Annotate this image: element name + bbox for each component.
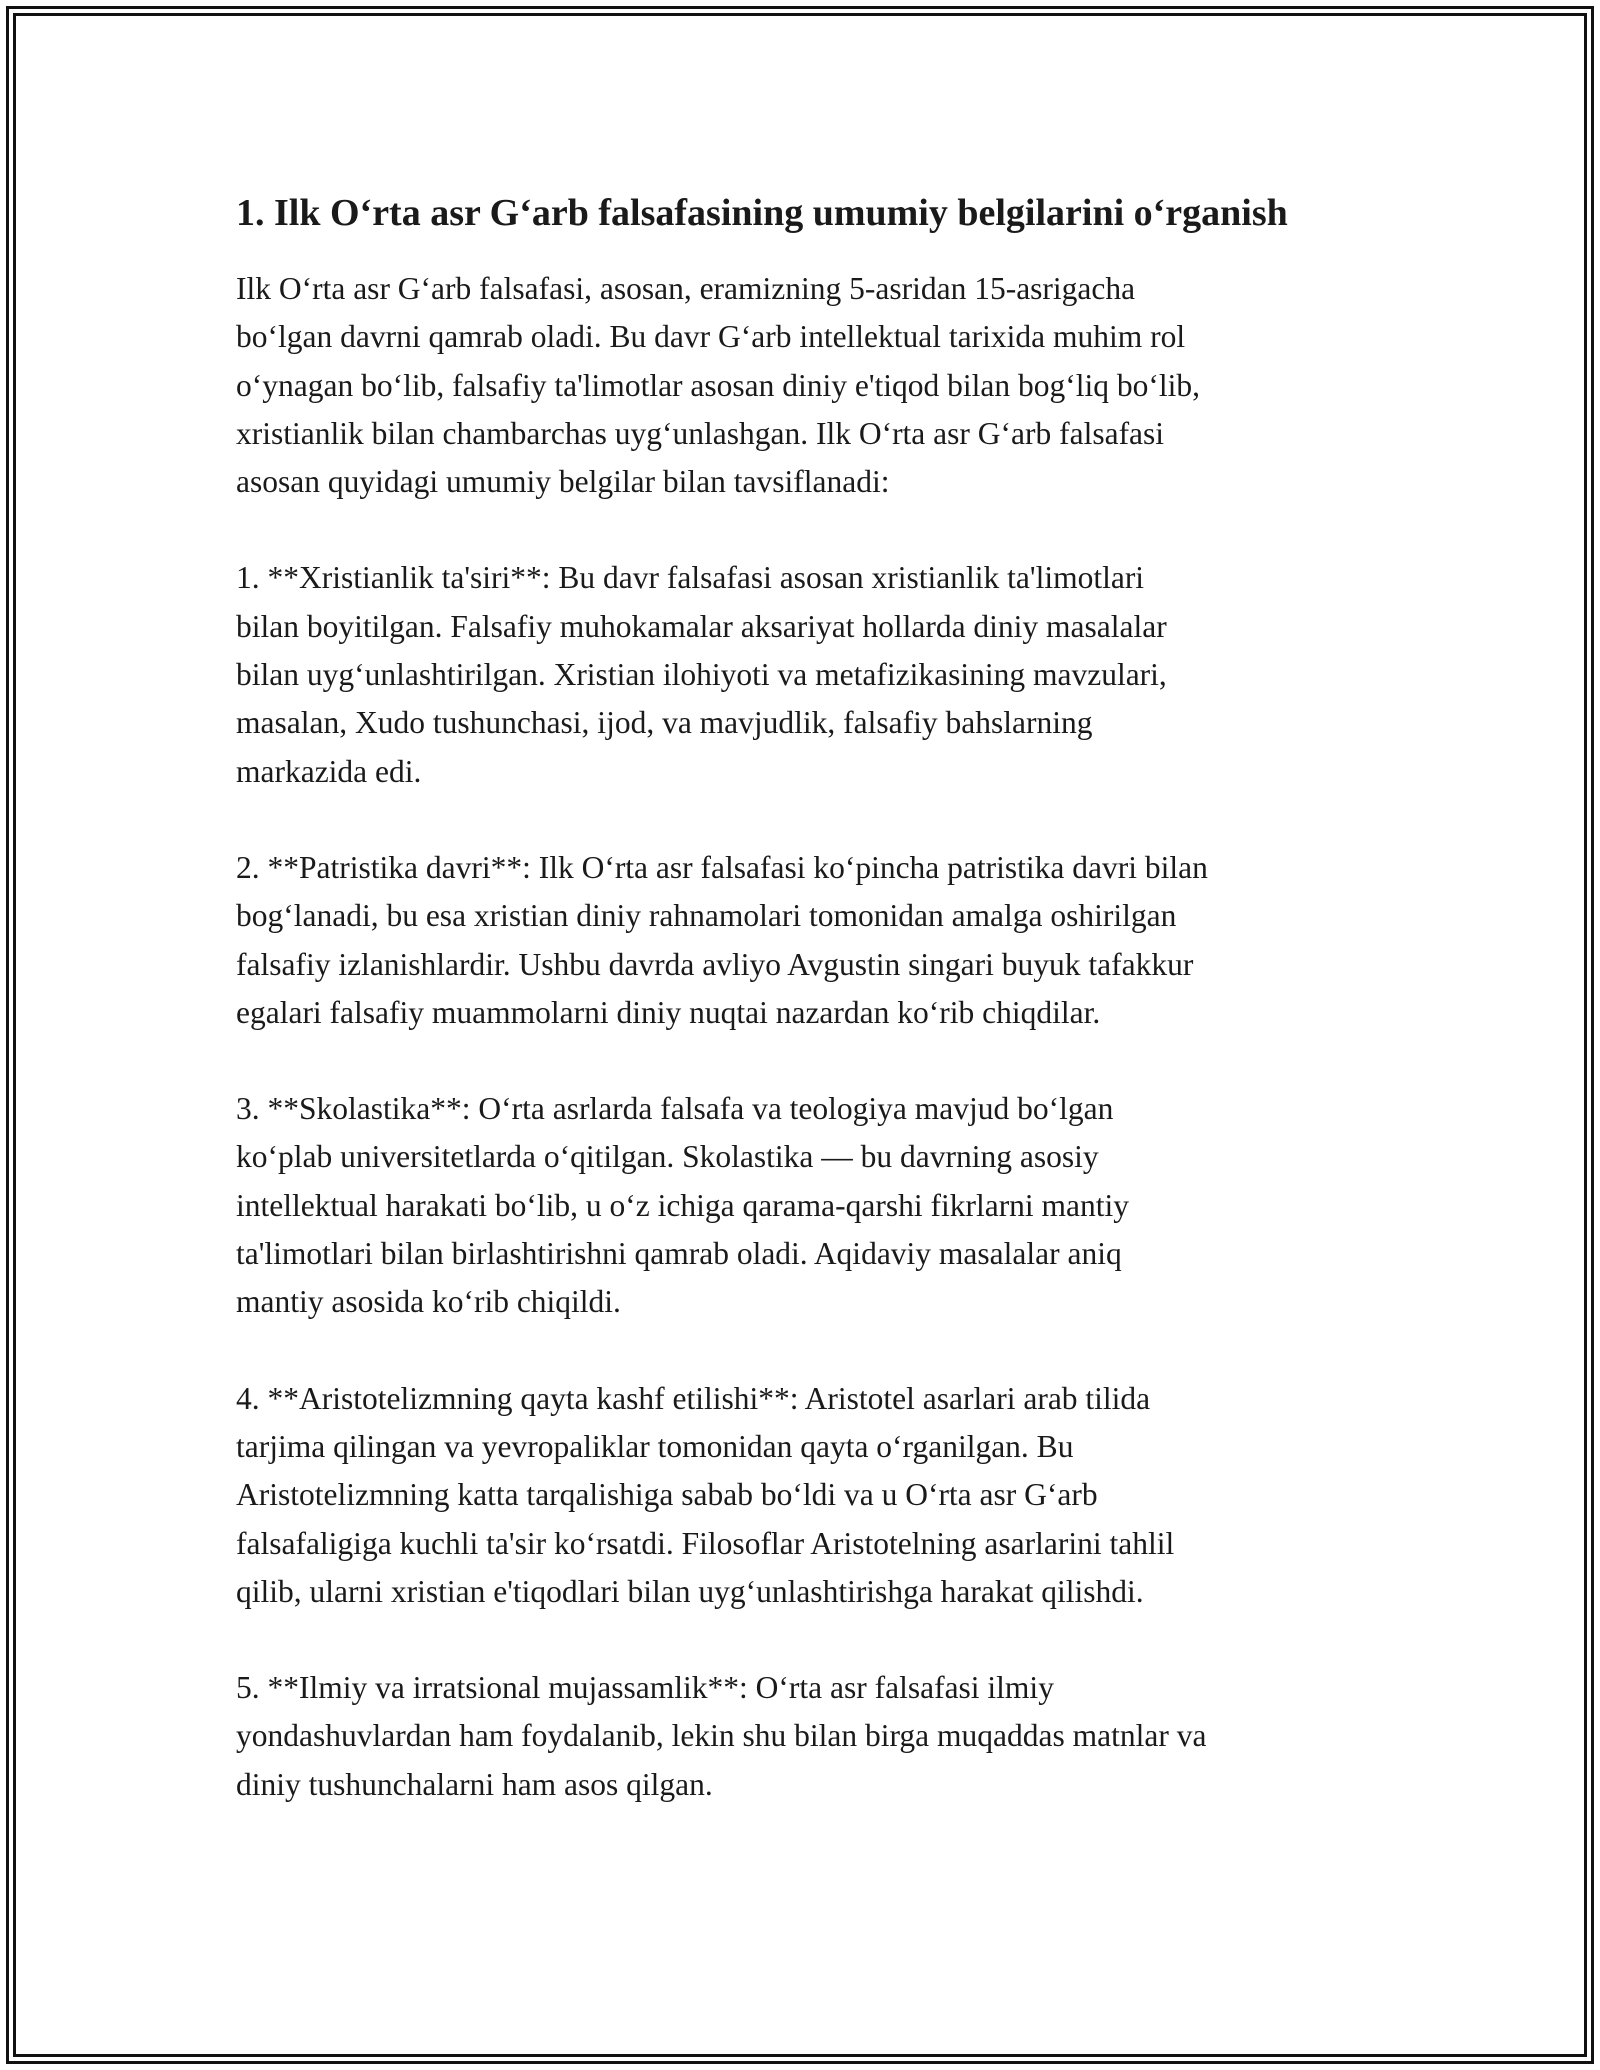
intro-paragraph: Ilk O‘rta asr G‘arb falsafasi, asosan, eramizning 5-asridan 15-asrigacha bo‘lgan davrni qamrab oladi. Bu davr G‘arb intellektual tarixida muhim rol o‘ynagan bo‘lib, falsafiy ta'limotlar asosan diniy e'tiqod bilan bog‘liq bo‘lib, xristianlik bilan chambarchas uyg‘unlashgan. Ilk O‘rta asr G‘arb falsafasi asosan quyidagi umumiy belgilar bilan tavsiflanadi: bbox=[236, 271, 1201, 500]
point-3-paragraph: 3. **Skolastika**: O‘rta asrlarda falsafa va teologiya mavjud bo‘lgan ko‘plab universitetlarda o‘qitilgan. Skolastika — bu davrning asosiy intellektual harakati bo‘lib, u o‘z ichiga qarama-qarshi fikrlarni mantiy ta'limotlari bilan birlashtirishni qamrab oladi. Aqidaviy masalalar aniq mantiy asosida ko‘rib chiqildi. bbox=[236, 1091, 1130, 1320]
document-title: 1. Ilk O‘rta asr G‘arb falsafasining umumiy belgilarini o‘rganish bbox=[236, 192, 1288, 234]
point-2-paragraph: 2. **Patristika davri**: Ilk O‘rta asr falsafasi ko‘pincha patristika davri bilan bog‘lanadi, bu esa xristian diniy rahnamolari tomonidan amalga oshirilgan falsafiy izlanishlardir. Ushbu davrda avliyo Avgustin singari buyuk tafakkur egalari falsafiy muammolarni diniy nuqtai nazardan ko‘rib chiqdilar. bbox=[236, 849, 1208, 1030]
document-body bbox=[236, 186, 1396, 1857]
point-4-paragraph: 4. **Aristotelizmning qayta kashf etilishi**: Aristotel asarlari arab tilida tarjima qilingan va yevropaliklar tomonidan qayta o‘rganilgan. Bu Aristotelizmning katta tarqalishiga sabab bo‘ldi va u O‘rta asr G‘arb falsafaligiga kuchli ta'sir ko‘rsatdi. Filosoflar Aristotelning asarlarini tahlil qilib, ularni xristian e'tiqodlari bilan uyg‘unlashtirishga harakat qilishdi. bbox=[236, 1380, 1175, 1609]
point-1-paragraph: 1. **Xristianlik ta'siri**: Bu davr falsafasi asosan xristianlik ta'limotlari bilan boyitilgan. Falsafiy muhokamalar aksariyat hollarda diniy masalalar bilan uyg‘unlashtirilgan. Xristian ilohiyoti va metafizikasining mavzulari, masalan, Xudo tushunchasi, ijod, va mavjudlik, falsafiy bahslarning markazida edi. bbox=[236, 560, 1167, 789]
point-5-paragraph: 5. **Ilmiy va irratsional mujassamlik**: O‘rta asr falsafasi ilmiy yondashuvlardan ham foydalanib, lekin shu bilan birga muqaddas matnlar va diniy tushunchalarni ham asos qilgan. bbox=[236, 1670, 1207, 1802]
